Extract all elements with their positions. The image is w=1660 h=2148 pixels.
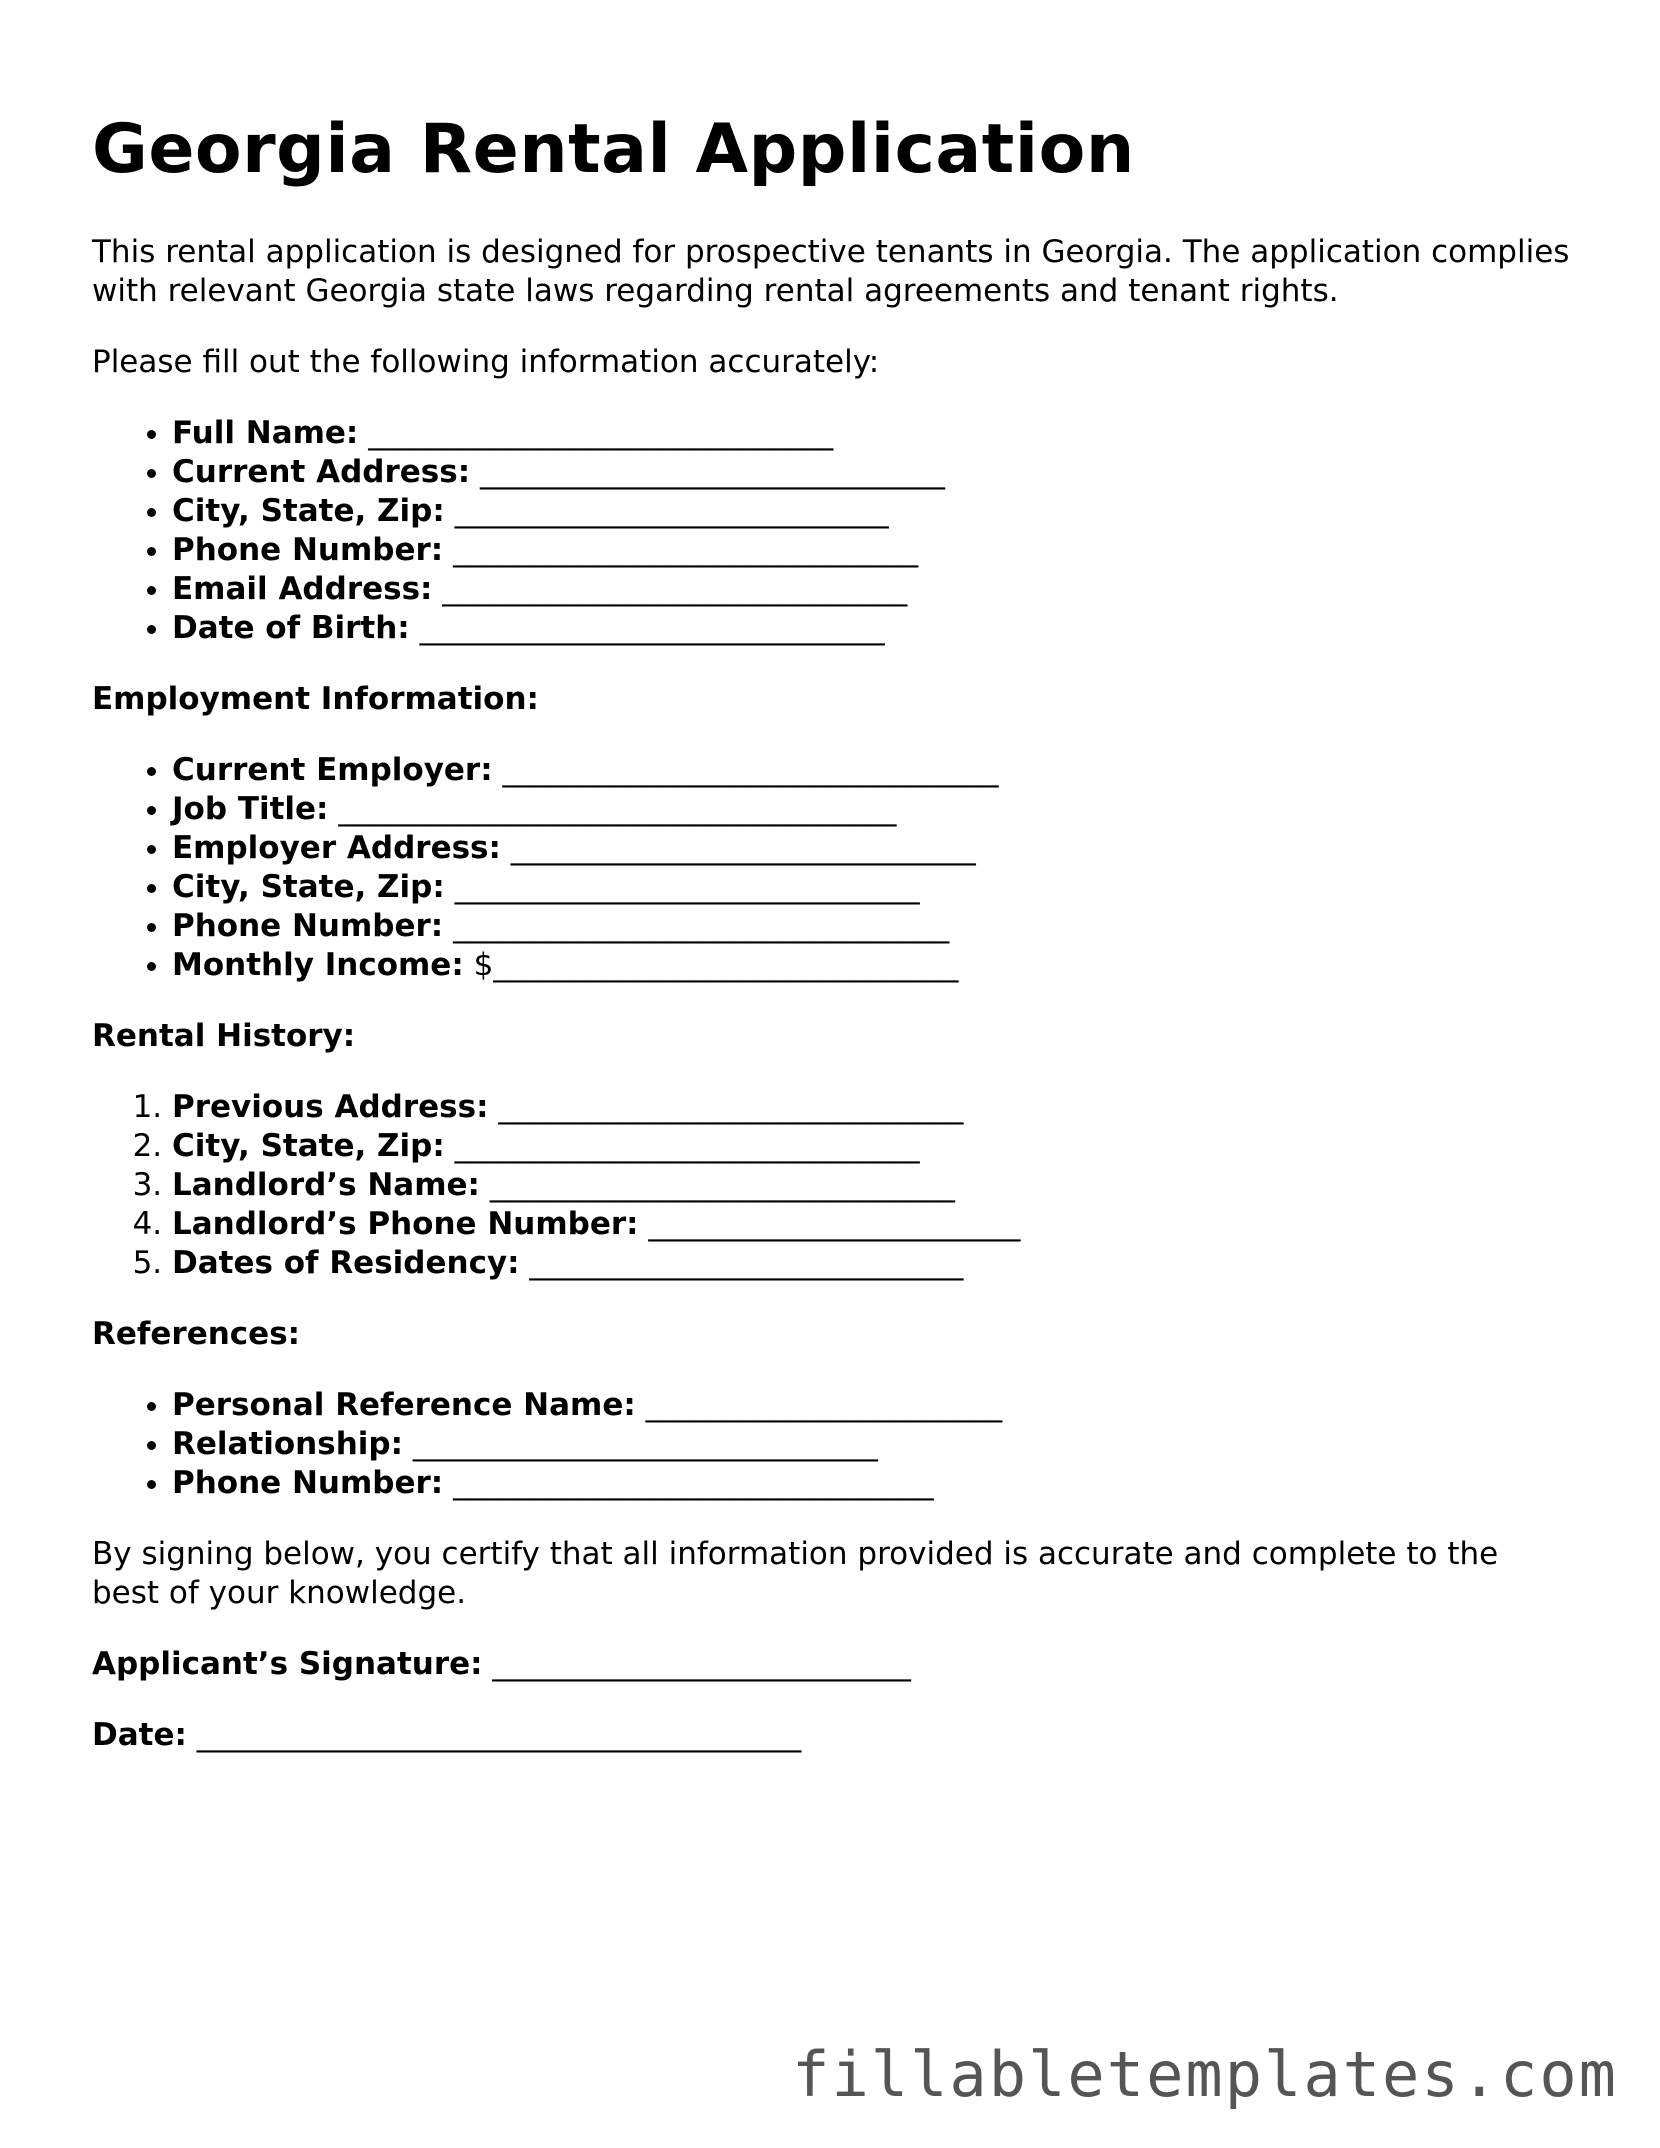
field-label: City, State, Zip:	[172, 1128, 445, 1164]
field-label: Phone Number:	[172, 908, 444, 944]
watermark: fillabletemplates.com	[792, 2038, 1618, 2111]
rental-history-section-title: Rental History:	[92, 1018, 356, 1054]
instruction-text: Please fill out the following information accurately:	[92, 344, 880, 380]
field-label: Email Address:	[172, 571, 433, 607]
field-label: Employer Address:	[172, 830, 501, 866]
field-previous-city-state-zip[interactable]	[172, 1127, 1572, 1166]
field-blank[interactable]: _______________________________	[453, 1465, 934, 1501]
field-employer-city-state-zip[interactable]	[172, 868, 1572, 907]
field-blank[interactable]: ________________________	[648, 1206, 1021, 1242]
field-label: Phone Number:	[172, 1465, 444, 1501]
field-previous-address[interactable]	[172, 1088, 1572, 1127]
field-label: Current Employer:	[172, 752, 493, 788]
field-blank[interactable]: ____________________________	[529, 1245, 964, 1281]
field-label: Landlord’s Name:	[172, 1167, 480, 1203]
field-blank[interactable]: _______________________	[645, 1387, 1003, 1423]
signature-blank[interactable]: ___________________________	[492, 1646, 911, 1682]
references-section-title: References:	[92, 1316, 301, 1352]
field-blank[interactable]: ______________________________	[453, 532, 919, 568]
field-blank[interactable]: ____________________________	[454, 493, 889, 529]
field-label: Dates of Residency:	[172, 1245, 520, 1281]
field-label: Date of Birth:	[172, 610, 410, 646]
field-blank[interactable]: ______________________________	[510, 830, 976, 866]
field-city-state-zip[interactable]	[172, 492, 1572, 531]
field-blank[interactable]: ______________________________	[479, 454, 945, 490]
personal-info-list	[92, 414, 1572, 648]
field-job-title[interactable]	[172, 790, 1572, 829]
field-full-name[interactable]	[172, 414, 1572, 453]
intro-paragraph: This rental application is designed for prospective tenants in Georgia. The application complies with relevant Georgia state laws regarding rental agreements and tenant rights.	[92, 234, 1570, 309]
date-label: Date:	[92, 1717, 187, 1753]
field-reference-name[interactable]	[172, 1386, 1572, 1425]
signature-field[interactable]	[92, 1645, 1572, 1684]
signature-label: Applicant’s Signature:	[92, 1646, 483, 1682]
field-label: Relationship:	[172, 1426, 403, 1462]
field-label: City, State, Zip:	[172, 493, 445, 529]
field-label: Current Address:	[172, 454, 471, 490]
employment-section-title: Employment Information:	[92, 681, 539, 717]
field-reference-phone[interactable]	[172, 1464, 1572, 1503]
field-label: Monthly Income:	[172, 947, 464, 983]
field-email-address[interactable]	[172, 570, 1572, 609]
date-field[interactable]	[92, 1716, 1572, 1755]
certification-text: By signing below, you certify that all information provided is accurate and complete to the best of your knowledge.	[92, 1536, 1499, 1611]
field-employer-phone[interactable]	[172, 907, 1572, 946]
rental-history-list	[92, 1088, 1572, 1283]
document-page	[92, 110, 1572, 1787]
field-employer-address[interactable]	[172, 829, 1572, 868]
field-current-employer[interactable]	[172, 751, 1572, 790]
field-blank[interactable]: ______________________________	[454, 1128, 920, 1164]
field-label: Previous Address:	[172, 1089, 489, 1125]
field-label: Full Name:	[172, 415, 359, 451]
field-blank[interactable]: ______________________________	[419, 610, 885, 646]
field-phone-number[interactable]	[172, 531, 1572, 570]
field-blank[interactable]: ______________________________	[454, 869, 920, 905]
field-label: Phone Number:	[172, 532, 444, 568]
page-title: Georgia Rental Application	[92, 110, 1135, 189]
field-blank[interactable]: ______________________________	[412, 1426, 878, 1462]
field-landlord-name[interactable]	[172, 1166, 1572, 1205]
field-blank[interactable]: ______________________________	[489, 1167, 955, 1203]
field-blank[interactable]: $______________________________	[473, 947, 959, 983]
date-blank[interactable]: _______________________________________	[196, 1717, 802, 1753]
field-relationship[interactable]	[172, 1425, 1572, 1464]
field-landlord-phone[interactable]	[172, 1205, 1572, 1244]
field-blank[interactable]: ______________________________	[442, 571, 908, 607]
field-dates-of-residency[interactable]	[172, 1244, 1572, 1283]
field-current-address[interactable]	[172, 453, 1572, 492]
field-blank[interactable]: ________________________________	[453, 908, 950, 944]
field-blank[interactable]: ______________________________	[498, 1089, 964, 1125]
field-date-of-birth[interactable]	[172, 609, 1572, 648]
field-label: City, State, Zip:	[172, 869, 445, 905]
field-label: Landlord’s Phone Number:	[172, 1206, 639, 1242]
employment-info-list	[92, 751, 1572, 985]
field-label: Personal Reference Name:	[172, 1387, 636, 1423]
field-blank[interactable]: ________________________________	[502, 752, 999, 788]
field-blank[interactable]: ____________________________________	[338, 791, 897, 827]
references-list	[92, 1386, 1572, 1503]
field-label: Job Title:	[172, 791, 329, 827]
field-monthly-income[interactable]	[172, 946, 1572, 985]
field-blank[interactable]: ______________________________	[368, 415, 834, 451]
